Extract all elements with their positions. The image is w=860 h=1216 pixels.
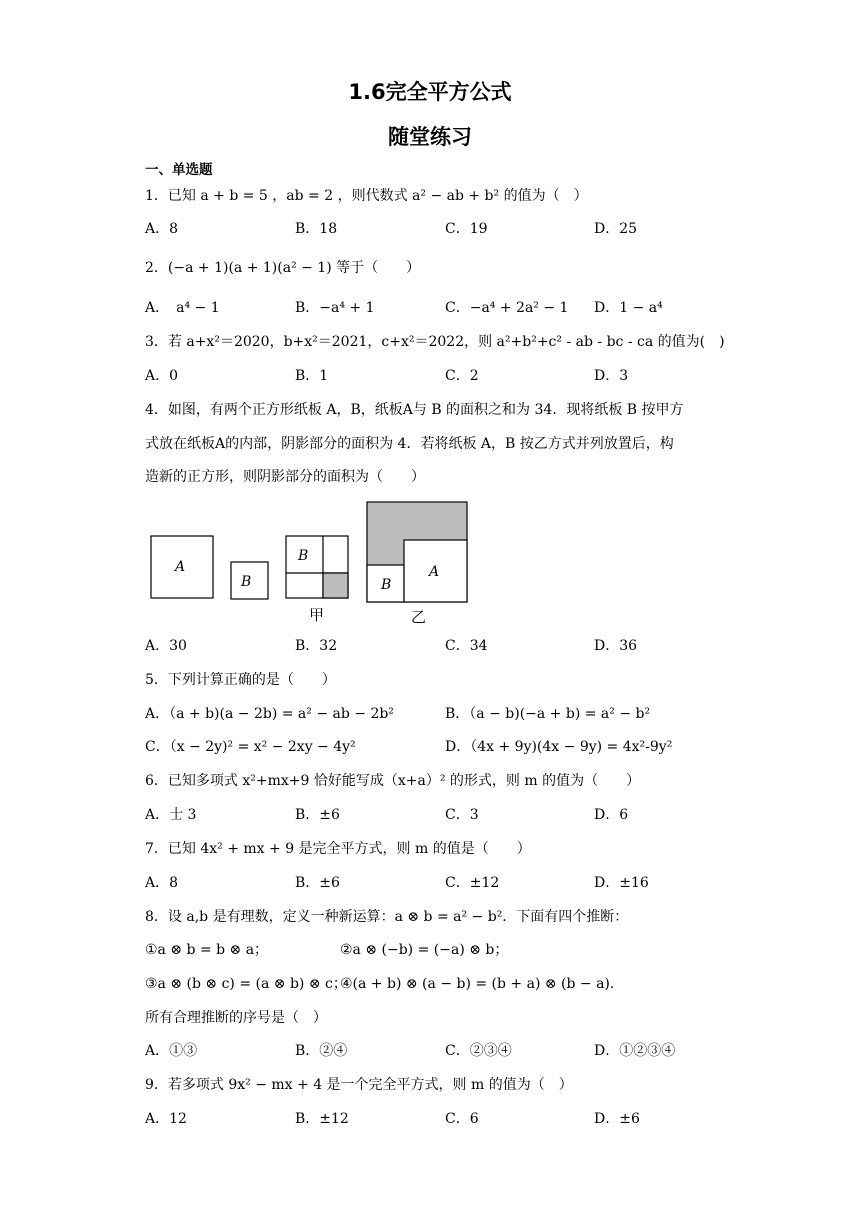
question-1-stem: 1．已知 a + b = 5 ，ab = 2 ，则代数式 a² − ab + b² 的值为（ ） xyxy=(145,188,588,204)
q7-option-b: B．±6 xyxy=(295,875,340,891)
q2-option-b: B．−a⁴ + 1 xyxy=(295,300,375,316)
squares-figure xyxy=(145,498,475,626)
question-8-stem: 8．设 a,b 是有理数，定义一种新运算：a ⊗ b = a² − b²．下面有四个推断： xyxy=(145,909,629,925)
q9-option-c: C．6 xyxy=(445,1111,479,1127)
square-b-label: B xyxy=(241,574,252,590)
q4-option-b: B．32 xyxy=(295,638,338,654)
question-4-line-1: 4．如图，有两个正方形纸板 A，B，纸板A与 B 的面积之和为 34．现将纸板 B 按甲方 xyxy=(145,402,684,418)
q7-option-c: C．±12 xyxy=(445,875,500,891)
q3-option-a: A．0 xyxy=(145,368,179,384)
q8-option-a: A．①③ xyxy=(145,1043,198,1059)
q6-option-b: B．±6 xyxy=(295,807,340,823)
q5-option-c: C．（x − 2y)² = x² − 2xy − 4y² xyxy=(145,739,356,755)
q6-option-a: A．士 3 xyxy=(145,807,197,823)
question-6-stem: 6．已知多项式 x²+mx+9 恰好能写成（x+a）² 的形式，则 m 的值为（ ） xyxy=(145,773,641,789)
q9-option-a: A．12 xyxy=(145,1111,187,1127)
q5-option-d: D．（4x + 9y)(4x − 9y) = 4x²-9y² xyxy=(445,739,673,755)
q2-option-a: A． a⁴ − 1 xyxy=(145,300,220,316)
q2-option-d: D．1 − a⁴ xyxy=(594,300,663,316)
q1-option-b: B．18 xyxy=(295,221,338,237)
q6-option-d: D．6 xyxy=(594,807,629,823)
q3-option-b: B．1 xyxy=(295,368,329,384)
q7-option-d: D．±16 xyxy=(594,875,649,891)
page-title: 1.6完全平方公式 xyxy=(348,80,512,104)
q8-inference-3: ③a ⊗ (b ⊗ c) = (a ⊗ b) ⊗ c； xyxy=(145,976,347,992)
question-7-stem: 7．已知 4x² + mx + 9 是完全平方式，则 m 的值是（ ） xyxy=(145,841,531,857)
question-5-stem: 5．下列计算正确的是（ ） xyxy=(145,672,336,688)
q8-inference-1: ①a ⊗ b = b ⊗ a； xyxy=(145,942,269,958)
yi-b-label: B xyxy=(381,577,392,593)
q9-option-b: B．±12 xyxy=(295,1111,349,1127)
q3-option-c: C．2 xyxy=(445,368,479,384)
q9-option-d: D．±6 xyxy=(594,1111,640,1127)
q4-option-c: C．34 xyxy=(445,638,488,654)
question-3-stem: 3．若 a+x²＝2020，b+x²＝2021，c+x²＝2022，则 a²+b²+c² - ab - bc - ca 的值为( ) xyxy=(145,334,725,350)
square-a-label: A xyxy=(175,559,186,575)
q4-option-a: A．30 xyxy=(145,638,187,654)
q5-option-a: A．（a + b)(a − 2b) = a² − ab − 2b² xyxy=(145,706,394,722)
q8-option-b: B．②④ xyxy=(295,1043,348,1059)
q5-option-b: B．（a − b)(−a + b) = a² − b² xyxy=(445,706,651,722)
yi-a-label: A xyxy=(429,564,440,580)
section-heading: 一、单选题 xyxy=(145,162,213,178)
q2-option-c: C．−a⁴ + 2a² − 1 xyxy=(445,300,569,316)
q3-option-d: D．3 xyxy=(594,368,629,384)
q1-option-c: C．19 xyxy=(445,221,488,237)
q1-option-a: A．8 xyxy=(145,221,179,237)
q8-option-d: D．①②③④ xyxy=(594,1043,676,1059)
jia-caption: 甲 xyxy=(309,606,325,624)
question-8-tail: 所有合理推断的序号是（ ） xyxy=(145,1010,327,1026)
q6-option-c: C．3 xyxy=(445,807,479,823)
q1-option-d: D．25 xyxy=(594,221,638,237)
question-4-line-2: 式放在纸板A的内部，阴影部分的面积为 4．若将纸板 A，B 按乙方式并列放置后，构 xyxy=(145,436,674,452)
question-9-stem: 9．若多项式 9x² − mx + 4 是一个完全平方式，则 m 的值为（ ） xyxy=(145,1077,573,1093)
yi-caption: 乙 xyxy=(411,608,427,626)
jia-shaded-region xyxy=(323,573,348,598)
q7-option-a: A．8 xyxy=(145,875,179,891)
page-subtitle: 随堂练习 xyxy=(388,125,472,149)
jia-b-label: B xyxy=(298,548,309,564)
q4-option-d: D．36 xyxy=(594,638,638,654)
question-4-line-3: 造新的正方形，则阴影部分的面积为（ ） xyxy=(145,469,425,485)
q8-inference-4: ④(a + b) ⊗ (a − b) = (b + a) ⊗ (b − a)． xyxy=(340,976,624,992)
q8-inference-2: ②a ⊗ (−b) = (−a) ⊗ b； xyxy=(340,942,509,958)
question-2-stem: 2．(−a + 1)(a + 1)(a² − 1) 等于（ ） xyxy=(145,260,421,276)
q8-option-c: C．②③④ xyxy=(445,1043,512,1059)
